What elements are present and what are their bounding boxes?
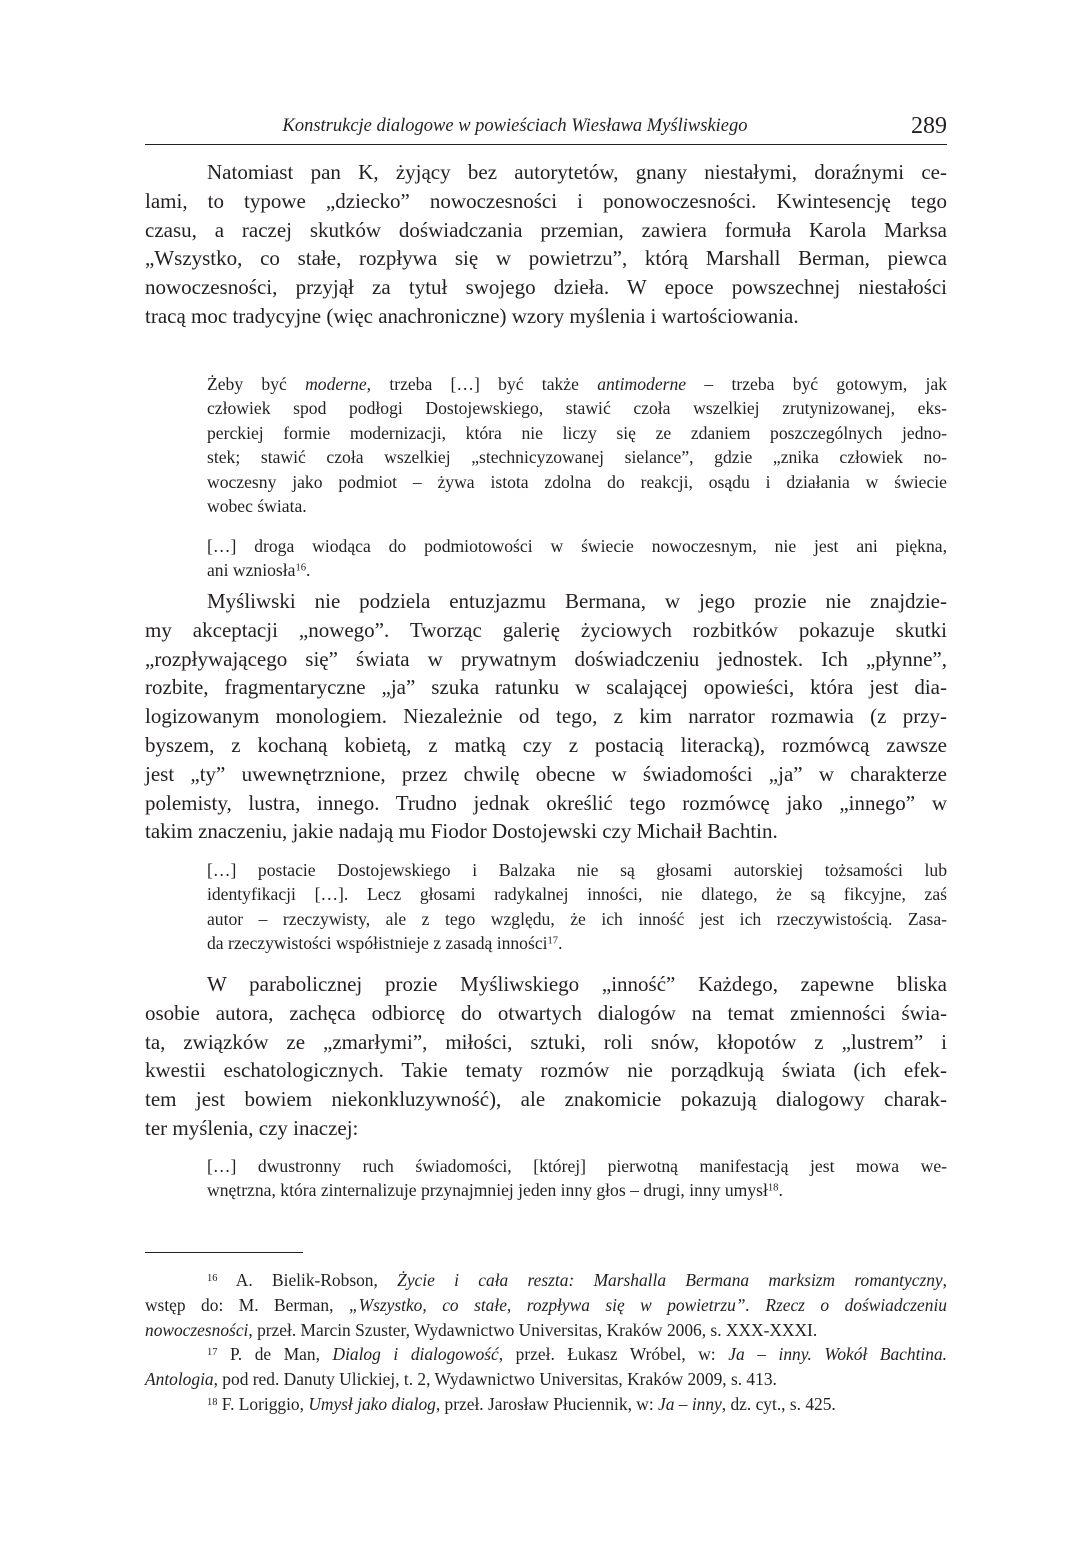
text-line <box>145 1028 947 1057</box>
quote-line <box>207 1178 947 1202</box>
text-run: człowiek spod podłogi Dostojewskiego, stawić czoła wszelkiej zrutynizowanej, eks- <box>207 398 947 419</box>
text-run: wobec świata. <box>207 496 307 517</box>
text-run: wstęp do: M. Berman, <box>145 1294 349 1315</box>
text-run: czasu, a raczej skutków doświadczania przemian, zawiera formuła Karola Marksa <box>145 217 947 242</box>
text-run: kwestii eschatologicznych. Takie tematy rozmów nie porządkują świata (ich efek- <box>145 1058 947 1083</box>
footnote-line <box>145 1318 947 1343</box>
italic-run: Ja – inny <box>658 1393 722 1414</box>
footnote <box>145 1268 947 1342</box>
page-number: 289 <box>911 113 947 139</box>
block-quote <box>207 372 947 518</box>
footnote-ref: 16 <box>295 563 306 575</box>
text-run: . <box>778 1180 783 1201</box>
text-run: , przeł. Łukasz Wróbel, w: <box>498 1344 729 1365</box>
text-line <box>145 702 947 731</box>
italic-run: nowoczesności <box>145 1319 249 1340</box>
block-quote <box>207 534 947 583</box>
text-run: „rozpływającego się” świata w prywatnym doświadczeniu jednostek. Ich „płynne”, <box>145 646 947 671</box>
footnote-line <box>145 1293 947 1318</box>
text-run: byszem, z kochaną kobietą, z matką czy z postacią literacką), rozmówcą zawsze <box>145 732 947 757</box>
text-run: polemisty, lustra, innego. Trudno jednak określić tego rozmówcę jako „innego” w <box>145 790 947 815</box>
footnote <box>145 1392 947 1417</box>
quote-line <box>207 907 947 931</box>
paragraph <box>145 970 947 1143</box>
quote-line <box>207 372 947 396</box>
text-run: Natomiast pan K, żyjący bez autorytetów, gnany niestałymi, doraźnymi ce- <box>207 160 947 184</box>
quote-line <box>207 421 947 445</box>
italic-run: Umysł jako dialog, <box>308 1393 441 1414</box>
text-line <box>145 817 947 846</box>
text-run: da rzeczywistości współistnieje z zasadą inności <box>207 933 548 954</box>
paragraph <box>145 587 947 846</box>
text-line <box>145 244 947 273</box>
text-line <box>145 970 947 999</box>
italic-run: Antologia <box>145 1369 214 1390</box>
block-quote <box>207 858 947 956</box>
text-run: perckiej formie modernizacji, która nie liczy się ze zdaniem poszczególnych jedno- <box>207 422 947 443</box>
text-run: ter myślenia, czy inaczej: <box>145 1115 359 1140</box>
text-line <box>145 1056 947 1085</box>
text-run: stek; stawić czoła wszelkiej „stechnicyzowanej sielance”, gdzie „znika człowiek no- <box>207 447 947 468</box>
text-line <box>145 673 947 702</box>
footnote-line <box>145 1342 947 1367</box>
footnote-separator <box>145 1252 303 1253</box>
quote-line <box>207 1154 947 1178</box>
text-run: – trzeba być gotowym, jak <box>686 374 947 394</box>
text-line <box>145 187 947 216</box>
text-line <box>145 616 947 645</box>
text-run: . <box>305 560 311 581</box>
text-line <box>145 999 947 1028</box>
text-run: , pod red. Danuty Ulickiej, t. 2, Wydawnictwo Universitas, Kraków 2009, s. 413. <box>213 1369 777 1390</box>
text-run: A. Bielik-Robson, <box>217 1270 398 1290</box>
text-line <box>145 1085 947 1114</box>
text-run: my akceptacji „nowego”. Tworząc galerię życiowych rozbitków pokazuje skutki <box>145 617 947 642</box>
text-run: […] postacie Dostojewskiego i Balzaka nie są głosami autorskiej tożsamości lub <box>207 860 947 880</box>
text-run: osobie autora, zachęca odbiorcę do otwartych dialogów na temat zmienności świa- <box>145 1000 947 1025</box>
text-run: autor – rzeczywisty, ale z tego względu, że ich inność jest ich rzeczywistością. Zasa- <box>207 908 947 929</box>
quote-line <box>207 858 947 882</box>
text-run: W parabolicznej prozie Myśliwskiego „inność” Każdego, zapewne bliska <box>207 972 947 996</box>
footnote-ref: 17 <box>547 935 559 947</box>
footnote-ref: 18 <box>207 1396 218 1408</box>
quote-line <box>207 882 947 906</box>
text-run: ta, związków ze „zmarłymi”, miłości, sztuki, roli snów, kłopotów z „lustrem” i <box>145 1029 947 1054</box>
text-run: lami, to typowe „dziecko” nowoczesności i ponowoczesności. Kwintesencję tego <box>145 188 947 213</box>
italic-run: antimoderne <box>597 374 687 394</box>
text-run: […] dwustronny ruch świadomości, [której] pierwotną manifestacją jest mowa we- <box>207 1156 947 1176</box>
text-run: P. de Man, <box>217 1344 333 1365</box>
footnote-ref: 17 <box>207 1347 218 1359</box>
text-run: jest „ty” uwewnętrznione, przez chwilę obecne w świadomości „ja” w charakterze <box>145 761 947 786</box>
text-line <box>145 760 947 789</box>
text-run: ani wzniosła <box>207 560 296 581</box>
text-run: . <box>558 933 563 954</box>
text-run: Myśliwski nie podziela entuzjazmu Bermana, w jego prozie nie znajdzie- <box>207 589 947 613</box>
text-run: wnętrzna, która zinternalizuje przynajmniej jeden inny głos – drugi, inny umysł <box>207 1180 768 1201</box>
text-line <box>145 731 947 760</box>
text-run: przeł. Jarosław Płuciennik, w: <box>440 1393 659 1414</box>
text-line <box>145 1114 947 1143</box>
quote-line <box>207 396 947 420</box>
text-run: F. Loriggio, <box>217 1393 309 1414</box>
text-run: woczesny jako podmiot – żywa istota zdolna do reakcji, osądu i działania w świecie <box>207 471 947 492</box>
text-line <box>145 302 947 331</box>
text-run: tracą moc tradycyjne (więc anachroniczne) wzory myślenia i wartościowania. <box>145 303 799 328</box>
text-run: , przeł. Marcin Szuster, Wydawnictwo Universitas, Kraków 2006, s. XXX-XXXI. <box>248 1319 818 1340</box>
block-quote <box>207 1154 947 1203</box>
footnote-line <box>145 1367 947 1392</box>
text-run: , dz. cyt., s. 425. <box>721 1393 836 1414</box>
text-line <box>145 216 947 245</box>
text-run: takim znaczeniu, jakie nadają mu Fiodor Dostojewski czy Michaił Bachtin. <box>145 819 778 844</box>
quote-line <box>207 470 947 494</box>
text-run: Żeby być <box>207 374 306 394</box>
footnote-ref: 16 <box>207 1272 218 1284</box>
paragraph <box>145 158 947 331</box>
text-run: „Wszystko, co stałe, rozpływa się w powietrzu”, którą Marshall Berman, piewca <box>145 246 947 271</box>
quote-line <box>207 445 947 469</box>
footnote-line <box>145 1268 947 1293</box>
text-run: tem jest bowiem niekonkluzywność), ale znakomicie pokazują dialogowy charak- <box>145 1087 947 1112</box>
quote-line <box>207 558 947 582</box>
italic-run: Ja – inny. Wokół Bachtina. <box>728 1344 947 1365</box>
header-rule <box>145 144 947 145</box>
text-run: […] droga wiodąca do podmiotowości w świecie nowoczesnym, nie jest ani piękna, <box>207 536 947 556</box>
running-title: Konstrukcje dialogowe w powieściach Wiesława Myśliwskiego <box>282 116 748 136</box>
footnote-line <box>145 1392 947 1417</box>
text-line <box>145 273 947 302</box>
footnote-ref: 18 <box>767 1183 779 1195</box>
quote-line <box>207 534 947 558</box>
italic-run: Dialog i dialogowość <box>332 1344 499 1365</box>
text-line <box>145 158 947 187</box>
italic-run: „Wszystko, co stałe, rozpływa się w powietrzu”. Rzecz o doświadczeniu <box>348 1294 948 1315</box>
text-run: logizowanym monologiem. Niezależnie od tego, z kim narrator rozmawia (z przy- <box>145 704 947 729</box>
text-run: rozbite, fragmentaryczne „ja” szuka ratunku w scalającej opowieści, która jest dia- <box>145 675 947 700</box>
text-line <box>145 789 947 818</box>
text-line <box>145 587 947 616</box>
text-run: , <box>942 1270 947 1290</box>
italic-run: moderne <box>305 374 367 394</box>
text-run: identyfikacji […]. Lecz głosami radykalnej inności, nie dlatego, że są fikcyjne, zaś <box>207 884 947 905</box>
quote-line <box>207 494 947 518</box>
quote-line <box>207 931 947 955</box>
text-line <box>145 645 947 674</box>
italic-run: Życie i cała reszta: Marshalla Bermana marksizm romantyczny <box>397 1270 943 1290</box>
text-run: nowoczesności, przyjął za tytuł swojego dzieła. W epoce powszechnej niestałości <box>145 275 947 300</box>
footnote <box>145 1342 947 1392</box>
footnotes <box>145 1268 947 1417</box>
text-run: , trzeba […] być także <box>366 374 598 394</box>
